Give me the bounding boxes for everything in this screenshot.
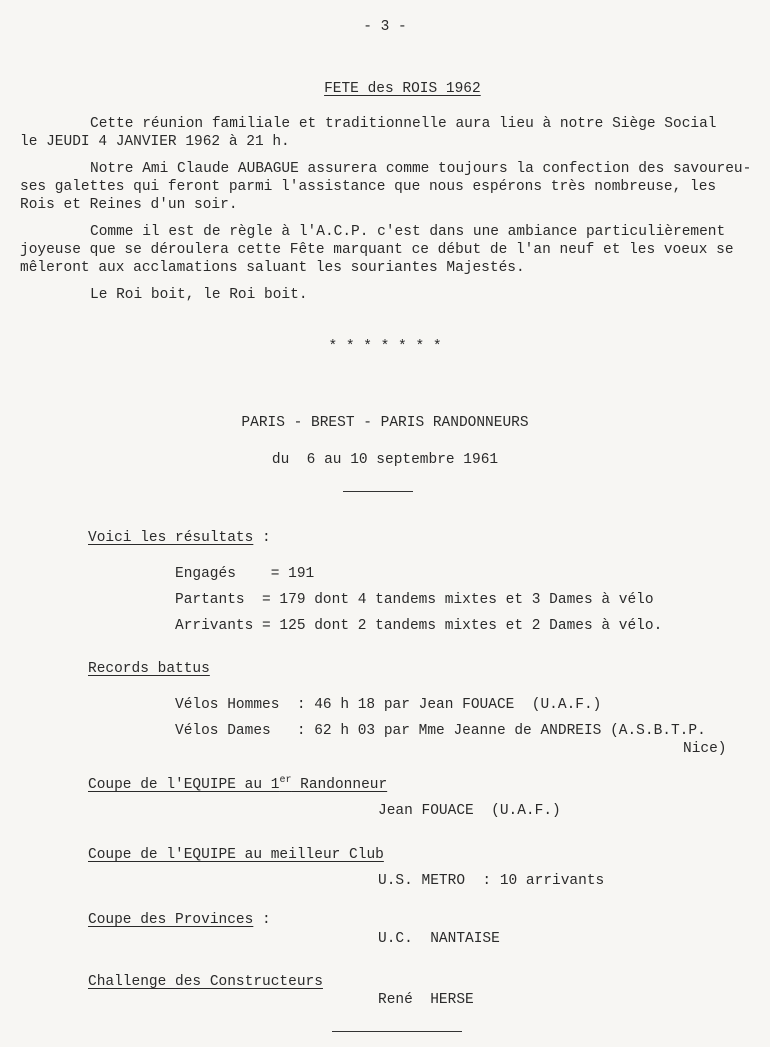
fete-p3-line1: Comme il est de règle à l'A.C.P. c'est dans une ambiance particulièrement [90, 224, 726, 240]
coupe-provinces-heading [88, 911, 271, 929]
results-heading [88, 529, 271, 547]
fete-p3-line2: joyeuse que se déroulera cette Fête marquant ce début de l'an neuf et les voeux se [20, 242, 734, 258]
pbp-dates: du 6 au 10 septembre 1961 [271, 452, 499, 468]
coupe-equipe-1er-winner: Jean FOUACE (U.A.F.) [378, 803, 561, 819]
fete-p1-line1: Cette réunion familiale et traditionnelle aura lieu à notre Siège Social [90, 116, 717, 132]
coupe-provinces-heading-text: Coupe des Provinces [88, 912, 254, 928]
asterisk-separator: * * * * * * * [328, 339, 442, 355]
records-hommes: Vélos Hommes : 46 h 18 par Jean FOUACE (U.A.F.) [175, 697, 602, 713]
fete-p3-line3: mêleront aux acclamations saluant les souriantes Majestés. [20, 260, 525, 276]
fete-title [0, 62, 770, 116]
results-partants: Partants = 179 dont 4 tandems mixtes et 3 Dames à vélo [175, 592, 654, 608]
challenge-heading-text: Challenge des Constructeurs [88, 974, 323, 990]
fete-p2-line2: ses galettes qui feront parmi l'assistance que nous espérons très nombreuse, les [20, 179, 717, 195]
coupe-equipe-1er-heading [88, 776, 387, 794]
coupe-equipe-club-heading [88, 846, 384, 864]
records-heading-text: Records battus [88, 661, 210, 677]
records-dames-cont: Nice) [683, 741, 727, 757]
challenge-heading [88, 973, 323, 991]
fete-p1-line2: le JEUDI 4 JANVIER 1962 à 21 h. [20, 134, 290, 150]
coupe-equipe-1er-heading-b: Randonneur [291, 777, 388, 793]
coupe-equipe-club-winner: U.S. METRO : 10 arrivants [378, 873, 605, 889]
results-engages: Engagés = 191 [175, 566, 315, 582]
records-dames: Vélos Dames : 62 h 03 par Mme Jeanne de ANDREIS (A.S.B.T.P. [175, 723, 706, 739]
bottom-divider [332, 1031, 462, 1032]
pbp-divider [343, 491, 413, 492]
fete-p2-line3: Rois et Reines d'un soir. [20, 197, 238, 213]
fete-p4: Le Roi boit, le Roi boit. [90, 287, 308, 303]
coupe-equipe-1er-heading-sup: er [279, 775, 292, 786]
coupe-equipe-club-heading-text: Coupe de l'EQUIPE au meilleur Club [88, 847, 384, 863]
coupe-provinces-colon: : [253, 912, 271, 928]
page-number: - 3 - [363, 19, 407, 35]
fete-title-text: FETE des ROIS 1962 [324, 81, 481, 97]
coupe-provinces-winner: U.C. NANTAISE [378, 931, 500, 947]
fete-p2-line1: Notre Ami Claude AUBAGUE assurera comme toujours la confection des savoureu- [90, 161, 752, 177]
records-heading [88, 660, 210, 678]
challenge-winner: René HERSE [378, 992, 474, 1008]
results-arrivants: Arrivants = 125 dont 2 tandems mixtes et 2 Dames à vélo. [175, 618, 663, 634]
pbp-title: PARIS - BREST - PARIS RANDONNEURS [241, 415, 529, 431]
coupe-equipe-1er-heading-a: Coupe de l'EQUIPE au 1 [88, 777, 280, 793]
coupe-equipe-1er-heading-text [88, 777, 387, 793]
results-heading-text: Voici les résultats [88, 530, 254, 546]
results-heading-colon: : [253, 530, 271, 546]
